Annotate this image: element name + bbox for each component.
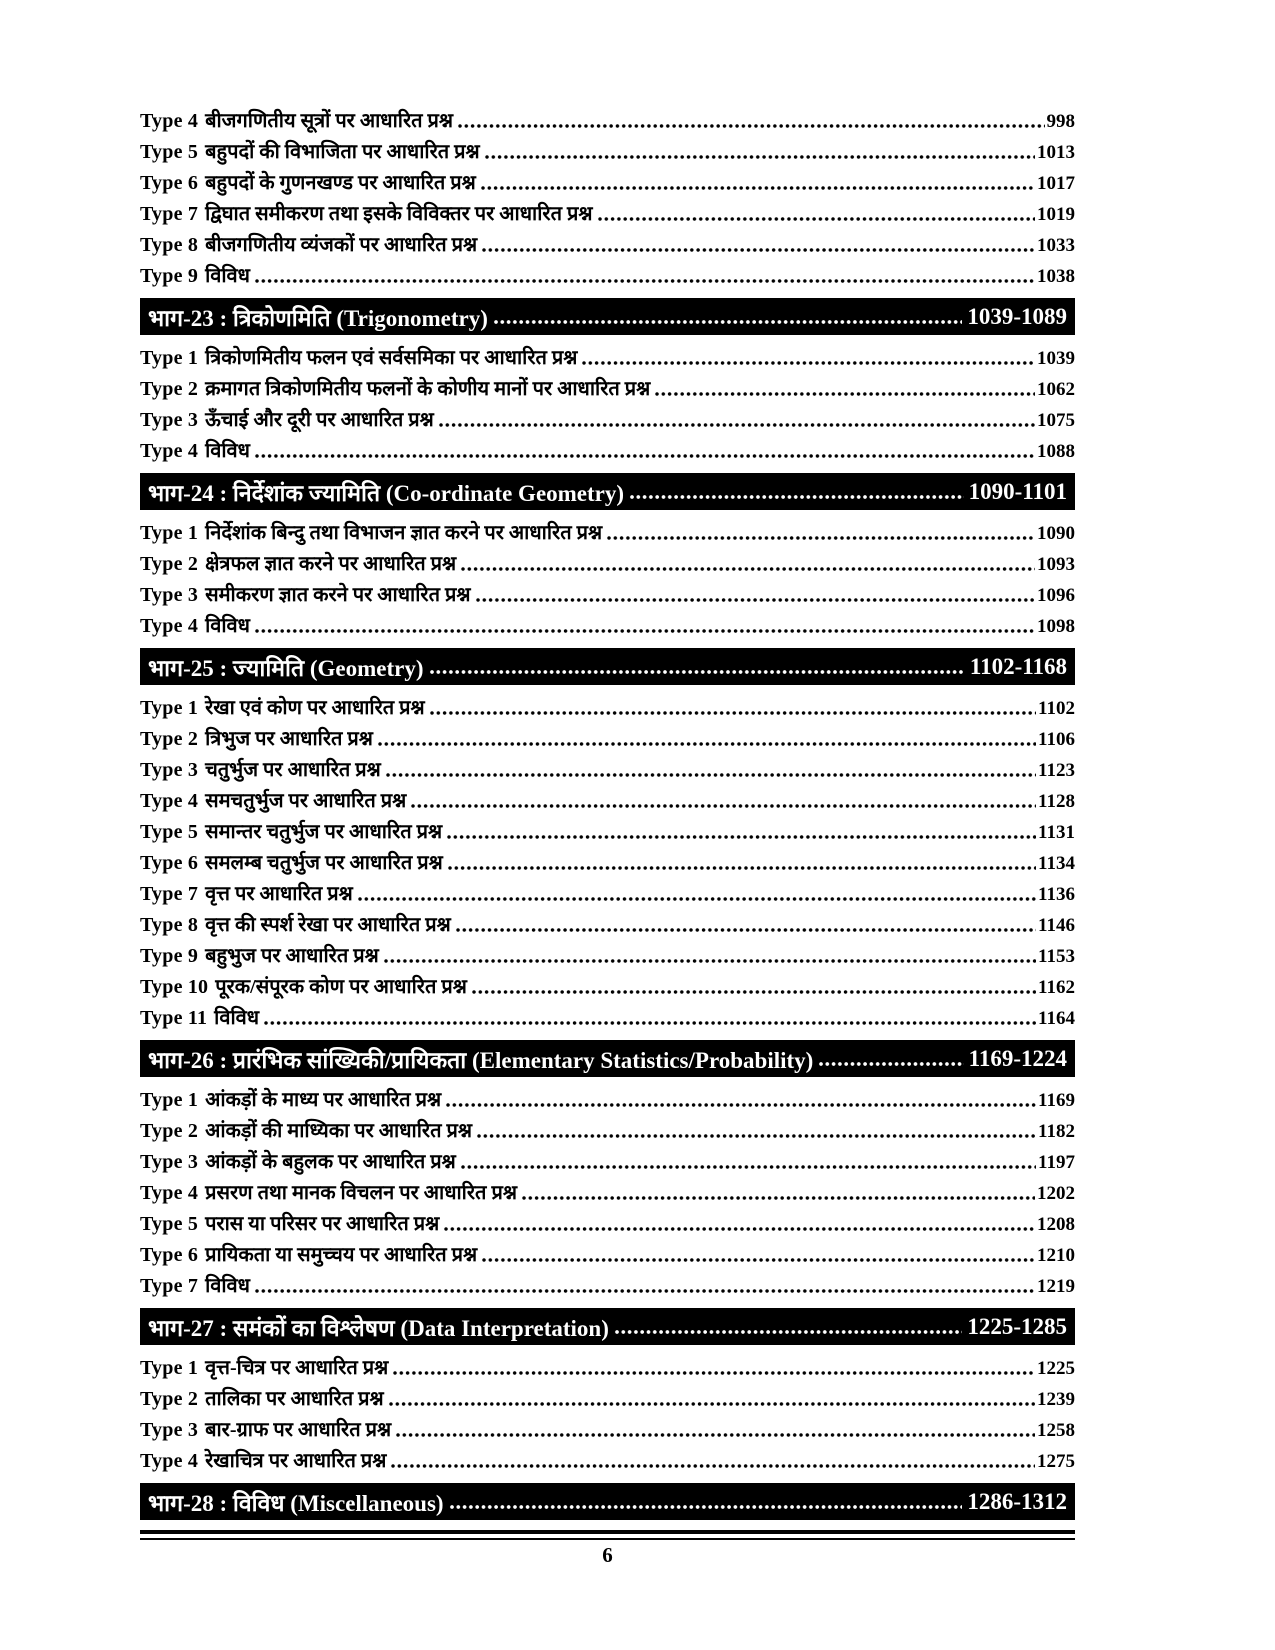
entry-type-label: Type 7 — [140, 1275, 199, 1297]
entry-title: त्रिभुज पर आधारित प्रश्न — [205, 728, 373, 750]
entry-type-label: Type 4 — [140, 1182, 199, 1204]
entry-type-label: Type 6 — [140, 172, 199, 194]
dot-leader-icon — [390, 1463, 1035, 1469]
entry-title: ऊँचाई और दूरी पर आधारित प्रश्न — [205, 409, 434, 431]
entry-type-label: Type 4 — [140, 1450, 199, 1472]
entry-type-label: Type 8 — [140, 914, 199, 936]
entry-title: वृत्त पर आधारित प्रश्न — [205, 883, 353, 905]
entry-type-label: Type 11 — [140, 1007, 208, 1029]
dot-leader-icon — [606, 535, 1035, 541]
entry-type-label: Type 2 — [140, 378, 199, 400]
section-page-range: 1225-1285 — [967, 1313, 1067, 1339]
dot-leader-icon — [377, 741, 1036, 747]
entry-page-number: 1088 — [1037, 441, 1075, 462]
toc-entry — [140, 374, 1075, 405]
dot-leader-icon — [383, 958, 1036, 964]
entry-page-number: 1017 — [1037, 173, 1075, 194]
dot-leader-icon — [476, 1133, 1036, 1139]
entry-type-label: Type 2 — [140, 553, 199, 575]
entry-page-number: 1162 — [1038, 977, 1075, 998]
dot-leader-icon — [521, 1195, 1035, 1201]
dot-leader-icon — [392, 1370, 1035, 1376]
toc-entry — [140, 436, 1075, 467]
dot-leader-icon — [385, 772, 1036, 778]
entry-title: प्रायिकता या समुच्चय पर आधारित प्रश्न — [205, 1244, 478, 1266]
entry-page-number: 1219 — [1037, 1276, 1075, 1297]
footer-divider — [140, 1530, 1075, 1540]
section-title: भाग-25 : ज्यामिति (Geometry) — [148, 655, 424, 681]
entry-type-label: Type 3 — [140, 1419, 199, 1441]
section-header — [140, 1308, 1075, 1345]
toc-entry — [140, 611, 1075, 642]
toc-entry — [140, 261, 1075, 292]
entry-type-label: Type 10 — [140, 976, 209, 998]
entry-page-number: 1019 — [1037, 204, 1075, 225]
section-page-range: 1169-1224 — [968, 1045, 1067, 1071]
dot-leader-icon — [388, 1401, 1035, 1407]
entry-title: चतुर्भुज पर आधारित प्रश्न — [205, 759, 381, 781]
section-page-range: 1039-1089 — [967, 303, 1067, 329]
entry-page-number: 1013 — [1037, 142, 1075, 163]
toc-entry — [140, 580, 1075, 611]
dot-leader-icon — [395, 1432, 1035, 1438]
entry-page-number: 998 — [1046, 111, 1075, 132]
entry-page-number: 1096 — [1037, 585, 1075, 606]
entry-page-number: 1090 — [1037, 523, 1075, 544]
toc-entry — [140, 848, 1075, 879]
toc-entry — [140, 1003, 1075, 1034]
entry-page-number: 1131 — [1038, 822, 1075, 843]
dot-leader-icon — [481, 1257, 1035, 1263]
toc-entry — [140, 106, 1075, 137]
dot-leader-icon — [254, 1288, 1035, 1294]
entry-page-number: 1136 — [1038, 884, 1075, 905]
entry-page-number: 1123 — [1038, 760, 1075, 781]
entry-type-label: Type 2 — [140, 728, 199, 750]
entry-title: क्षेत्रफल ज्ञात करने पर आधारित प्रश्न — [205, 553, 457, 575]
entry-page-number: 1093 — [1037, 554, 1075, 575]
entry-type-label: Type 6 — [140, 1244, 199, 1266]
entry-title: प्रसरण तथा मानक विचलन पर आधारित प्रश्न — [205, 1182, 517, 1204]
toc-entry — [140, 941, 1075, 972]
entry-title: समीकरण ज्ञात करने पर आधारित प्रश्न — [205, 584, 471, 606]
entry-type-label: Type 3 — [140, 759, 199, 781]
entry-type-label: Type 5 — [140, 821, 199, 843]
section-header — [140, 473, 1075, 510]
entry-page-number: 1197 — [1038, 1152, 1075, 1173]
entry-title: विविध — [214, 1007, 260, 1029]
toc-entry — [140, 199, 1075, 230]
entry-title: तालिका पर आधारित प्रश्न — [205, 1388, 384, 1410]
toc-entry — [140, 1415, 1075, 1446]
toc-entry — [140, 343, 1075, 374]
toc-entry — [140, 1209, 1075, 1240]
dot-leader-icon — [357, 896, 1036, 902]
entry-title: बीजगणितीय व्यंजकों पर आधारित प्रश्न — [205, 234, 478, 256]
dot-leader-icon — [254, 278, 1035, 284]
entry-page-number: 1102 — [1038, 698, 1075, 719]
dot-leader-icon — [818, 1061, 963, 1067]
entry-title: समचतुर्भुज पर आधारित प्रश्न — [205, 790, 407, 812]
entry-page-number: 1169 — [1038, 1090, 1075, 1111]
entry-type-label: Type 3 — [140, 1151, 199, 1173]
dot-leader-icon — [443, 1226, 1035, 1232]
entry-title: वृत्त की स्पर्श रेखा पर आधारित प्रश्न — [205, 914, 451, 936]
section-title: भाग-27 : समंकों का विश्लेषण (Data Interpretation) — [148, 1315, 609, 1341]
entry-type-label: Type 5 — [140, 141, 199, 163]
dot-leader-icon — [445, 1102, 1036, 1108]
entry-type-label: Type 4 — [140, 615, 199, 637]
entry-title: पूरक/संपूरक कोण पर आधारित प्रश्न — [215, 976, 467, 998]
entry-page-number: 1210 — [1037, 1245, 1075, 1266]
dot-leader-icon — [654, 391, 1035, 397]
entry-title: समान्तर चतुर्भुज पर आधारित प्रश्न — [205, 821, 443, 843]
dot-leader-icon — [614, 1329, 962, 1335]
entry-page-number: 1153 — [1038, 946, 1075, 967]
entry-type-label: Type 1 — [140, 522, 199, 544]
entry-page-number: 1134 — [1038, 853, 1075, 874]
entry-title: आंकड़ों के माध्य पर आधारित प्रश्न — [205, 1089, 442, 1111]
toc-entry — [140, 755, 1075, 786]
entry-title: विविध — [205, 265, 250, 287]
toc-entry — [140, 786, 1075, 817]
section-page-range: 1102-1168 — [969, 653, 1067, 679]
entry-type-label: Type 4 — [140, 110, 199, 132]
toc-sections — [140, 106, 1075, 1520]
toc-entry — [140, 1384, 1075, 1415]
entry-title: बीजगणितीय सूत्रों पर आधारित प्रश्न — [205, 110, 454, 132]
entry-page-number: 1275 — [1037, 1451, 1075, 1472]
entry-title: बार-ग्राफ पर आधारित प्रश्न — [205, 1419, 392, 1441]
section-header — [140, 648, 1075, 685]
entry-page-number: 1106 — [1038, 729, 1075, 750]
toc-entry — [140, 879, 1075, 910]
section-header — [140, 1040, 1075, 1077]
table-of-contents — [140, 106, 1075, 1568]
entry-page-number: 1062 — [1037, 379, 1075, 400]
dot-leader-icon — [446, 834, 1036, 840]
entry-title: त्रिकोणमितीय फलन एवं सर्वसमिका पर आधारित प्रश्न — [205, 347, 578, 369]
entry-page-number: 1208 — [1037, 1214, 1075, 1235]
toc-entry — [140, 724, 1075, 755]
toc-entry — [140, 693, 1075, 724]
entry-title: वृत्त-चित्र पर आधारित प्रश्न — [205, 1357, 389, 1379]
entry-page-number: 1202 — [1037, 1183, 1075, 1204]
dot-leader-icon — [254, 453, 1035, 459]
entry-title: क्रमागत त्रिकोणमितीय फलनों के कोणीय मानों पर आधारित प्रश्न — [205, 378, 651, 400]
entry-type-label: Type 8 — [140, 234, 199, 256]
dot-leader-icon — [460, 566, 1035, 572]
toc-entry — [140, 972, 1075, 1003]
section-header — [140, 1483, 1075, 1520]
entry-page-number: 1075 — [1037, 410, 1075, 431]
dot-leader-icon — [447, 865, 1036, 871]
entry-title: विविध — [205, 1275, 250, 1297]
dot-leader-icon — [460, 1164, 1036, 1170]
entry-type-label: Type 9 — [140, 945, 199, 967]
entry-page-number: 1039 — [1037, 348, 1075, 369]
section-title: भाग-23 : त्रिकोणमिति (Trigonometry) — [148, 305, 488, 331]
section-header — [140, 298, 1075, 335]
dot-leader-icon — [410, 803, 1036, 809]
section-title: भाग-28 : विविध (Miscellaneous) — [148, 1490, 444, 1516]
entry-title: विविध — [205, 440, 250, 462]
dot-leader-icon — [438, 422, 1035, 428]
entry-title: बहुपदों की विभाजिता पर आधारित प्रश्न — [205, 141, 480, 163]
dot-leader-icon — [457, 123, 1044, 129]
toc-entry — [140, 405, 1075, 436]
entry-page-number: 1098 — [1037, 616, 1075, 637]
dot-leader-icon — [449, 1504, 963, 1510]
entry-type-label: Type 7 — [140, 883, 199, 905]
entry-type-label: Type 9 — [140, 265, 199, 287]
entry-title: द्विघात समीकरण तथा इसके विविक्तर पर आधारित प्रश्न — [205, 203, 593, 225]
entry-page-number: 1033 — [1037, 235, 1075, 256]
dot-leader-icon — [455, 927, 1036, 933]
dot-leader-icon — [254, 628, 1035, 634]
section-page-range: 1090-1101 — [968, 478, 1067, 504]
dot-leader-icon — [481, 247, 1035, 253]
dot-leader-icon — [493, 319, 962, 325]
entry-title: बहुभुज पर आधारित प्रश्न — [205, 945, 379, 967]
entry-title: रेखा एवं कोण पर आधारित प्रश्न — [205, 697, 425, 719]
section-title: भाग-26 : प्रारंभिक सांख्यिकी/प्रायिकता (Elementary Statistics/Probability) — [148, 1047, 814, 1073]
footer-page-number: 6 — [602, 1543, 613, 1567]
entry-page-number: 1239 — [1037, 1389, 1075, 1410]
entry-type-label: Type 5 — [140, 1213, 199, 1235]
entry-type-label: Type 3 — [140, 584, 199, 606]
entry-page-number: 1225 — [1037, 1358, 1075, 1379]
toc-entry — [140, 1240, 1075, 1271]
toc-entry — [140, 1085, 1075, 1116]
entry-type-label: Type 2 — [140, 1388, 199, 1410]
entry-type-label: Type 4 — [140, 440, 199, 462]
entry-type-label: Type 3 — [140, 409, 199, 431]
entry-type-label: Type 6 — [140, 852, 199, 874]
toc-entry — [140, 230, 1075, 261]
entry-type-label: Type 1 — [140, 697, 199, 719]
entry-type-label: Type 7 — [140, 203, 199, 225]
entry-page-number: 1038 — [1037, 266, 1075, 287]
toc-entry — [140, 910, 1075, 941]
section-title: भाग-24 : निर्देशांक ज्यामिति (Co-ordinate Geometry) — [148, 480, 625, 506]
entry-type-label: Type 2 — [140, 1120, 199, 1142]
dot-leader-icon — [263, 1020, 1036, 1026]
entry-page-number: 1164 — [1038, 1008, 1075, 1029]
entry-title: समलम्ब चतुर्भुज पर आधारित प्रश्न — [205, 852, 443, 874]
dot-leader-icon — [471, 989, 1036, 995]
dot-leader-icon — [480, 185, 1035, 191]
entry-title: परास या परिसर पर आधारित प्रश्न — [205, 1213, 440, 1235]
entry-page-number: 1146 — [1038, 915, 1075, 936]
dot-leader-icon — [597, 216, 1035, 222]
toc-entry — [140, 549, 1075, 580]
entry-type-label: Type 4 — [140, 790, 199, 812]
entry-page-number: 1128 — [1038, 791, 1075, 812]
entry-type-label: Type 1 — [140, 347, 199, 369]
entry-title: रेखाचित्र पर आधारित प्रश्न — [205, 1450, 387, 1472]
dot-leader-icon — [629, 494, 964, 500]
dot-leader-icon — [581, 360, 1035, 366]
entry-title: निर्देशांक बिन्दु तथा विभाजन ज्ञात करने पर आधारित प्रश्न — [205, 522, 603, 544]
toc-entry — [140, 1271, 1075, 1302]
entry-title: विविध — [205, 615, 250, 637]
toc-entry — [140, 1147, 1075, 1178]
toc-entry — [140, 1353, 1075, 1384]
entry-title: आंकड़ों की माध्यिका पर आधारित प्रश्न — [205, 1120, 473, 1142]
dot-leader-icon — [475, 597, 1035, 603]
entry-type-label: Type 1 — [140, 1357, 199, 1379]
dot-leader-icon — [429, 710, 1036, 716]
entry-page-number: 1258 — [1037, 1420, 1075, 1441]
entry-page-number: 1182 — [1038, 1121, 1075, 1142]
section-page-range: 1286-1312 — [967, 1488, 1067, 1514]
entry-type-label: Type 1 — [140, 1089, 199, 1111]
toc-entry — [140, 168, 1075, 199]
entry-title: बहुपदों के गुणनखण्ड पर आधारित प्रश्न — [205, 172, 476, 194]
toc-entry — [140, 1178, 1075, 1209]
toc-entry — [140, 817, 1075, 848]
toc-entry — [140, 1116, 1075, 1147]
toc-entry — [140, 1446, 1075, 1477]
toc-entry — [140, 137, 1075, 168]
toc-entry — [140, 518, 1075, 549]
dot-leader-icon — [429, 669, 965, 675]
dot-leader-icon — [484, 154, 1035, 160]
entry-title: आंकड़ों के बहुलक पर आधारित प्रश्न — [205, 1151, 456, 1173]
